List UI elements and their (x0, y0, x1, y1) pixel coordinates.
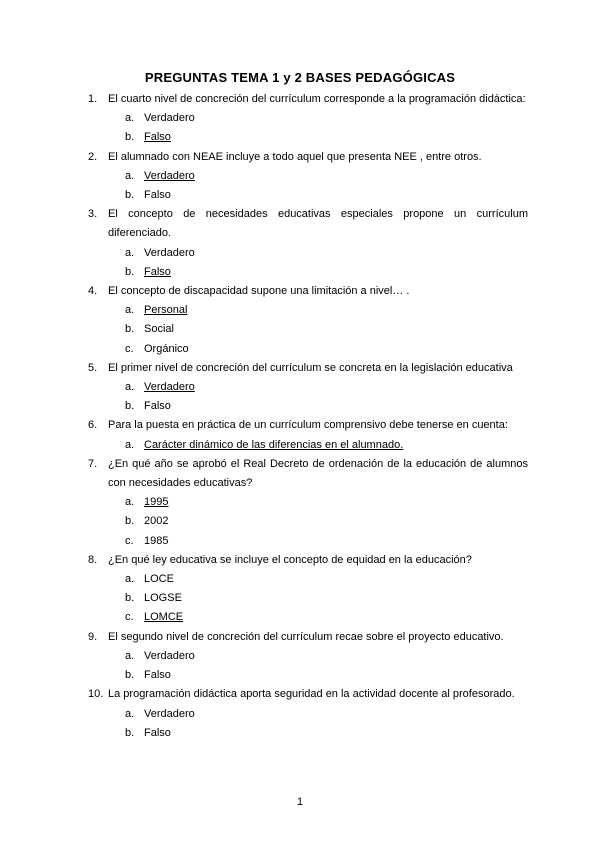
question-number: 2. (88, 150, 98, 163)
answer-option (125, 340, 528, 359)
question-item (88, 148, 528, 167)
option-letter: a. (125, 438, 135, 451)
option-text: Personal (144, 304, 188, 317)
answer-option-correct (125, 167, 528, 186)
option-letter: c. (125, 342, 134, 355)
option-text: Falso (144, 669, 171, 682)
option-text: Verdadero (144, 381, 195, 394)
answer-option-correct (125, 608, 528, 627)
option-letter: b. (125, 669, 135, 682)
question-number: 7. (88, 457, 98, 470)
option-letter: a. (125, 169, 135, 182)
option-letter: b. (125, 323, 135, 336)
question-number: 9. (88, 630, 98, 643)
question-item (88, 628, 528, 647)
question-list (88, 90, 528, 743)
question-number: 1. (88, 93, 98, 105)
option-text: Verdadero (144, 169, 195, 182)
option-text: Verdadero (144, 707, 195, 720)
question-text: El concepto de necesidades educativas especiales propone un currículum diferenciado. (108, 208, 528, 240)
question-item (88, 551, 528, 570)
answer-option-correct (125, 128, 528, 147)
option-text: LOMCE (144, 611, 184, 624)
page-title: PREGUNTAS TEMA 1 y 2 BASES PEDAGÓGICAS (144, 70, 456, 85)
question-number: 6. (88, 419, 98, 432)
question-number: 8. (88, 553, 98, 566)
question-item (88, 205, 528, 243)
option-text: Orgánico (144, 342, 189, 355)
option-letter: c. (125, 534, 134, 547)
answer-option-correct (125, 436, 528, 455)
option-letter: b. (125, 189, 135, 202)
option-letter: a. (125, 573, 135, 586)
option-letter: a. (125, 112, 135, 125)
option-text: Verdadero (144, 649, 195, 662)
option-text: Social (144, 323, 174, 336)
answer-option (125, 512, 528, 531)
question-item (88, 455, 528, 493)
answer-option (125, 532, 528, 551)
option-text: Falso (144, 726, 171, 739)
answer-option-correct (125, 263, 528, 282)
answer-option-correct (125, 301, 528, 320)
option-text: Carácter dinámico de las diferencias en el alumnado. (144, 438, 404, 451)
page-number: 1 (296, 796, 304, 808)
option-letter: a. (125, 649, 135, 662)
option-text: 1995 (144, 496, 169, 509)
question-text: ¿En qué año se aprobó el Real Decreto de ordenación de la educación de alumnos con necesidades educativas? (108, 457, 528, 490)
option-letter: a. (125, 381, 135, 394)
option-text: Falso (144, 131, 171, 144)
option-text: Falso (144, 265, 171, 278)
answer-option (125, 186, 528, 205)
answer-option (125, 244, 528, 263)
option-text: Falso (144, 189, 171, 202)
question-number: 5. (88, 361, 98, 374)
option-text: LOGSE (144, 592, 182, 605)
answer-option (125, 570, 528, 589)
option-letter: b. (125, 592, 135, 605)
option-letter: a. (125, 246, 135, 259)
answer-option (125, 724, 528, 743)
option-letter: c. (125, 611, 134, 624)
question-item (88, 282, 528, 301)
question-number: 10. (88, 688, 104, 701)
question-item (88, 359, 528, 378)
question-item (88, 416, 528, 435)
option-letter: b. (125, 400, 135, 413)
option-letter: b. (125, 515, 135, 528)
question-number: 3. (88, 208, 98, 221)
question-text: ¿En qué ley educativa se incluye el concepto de equidad en la educación? (108, 553, 472, 566)
answer-option (125, 666, 528, 685)
question-text: El segundo nivel de concreción del currículum recae sobre el proyecto educativo. (108, 630, 504, 643)
answer-option (125, 705, 528, 724)
option-text: 2002 (144, 515, 169, 528)
answer-option (125, 589, 528, 608)
option-letter: b. (125, 265, 135, 278)
option-letter: a. (125, 496, 135, 509)
option-text: LOCE (144, 573, 174, 586)
answer-option (125, 109, 528, 128)
option-text: Verdadero (144, 112, 195, 125)
question-text: El alumnado con NEAE incluye a todo aquel que presenta NEE , entre otros. (108, 150, 482, 163)
option-letter: b. (125, 131, 135, 144)
question-text: El concepto de discapacidad supone una limitación a nivel… . (108, 285, 410, 298)
question-text: El cuarto nivel de concreción del currículum corresponde a la programación didáctica: (108, 93, 526, 105)
question-item (88, 685, 528, 704)
answer-option-correct (125, 493, 528, 512)
option-letter: a. (125, 304, 135, 317)
question-text: El primer nivel de concreción del currículum se concreta en la legislación educativa (108, 361, 513, 374)
question-text: Para la puesta en práctica de un currículum comprensivo debe tenerse en cuenta: (108, 419, 508, 432)
option-text: Verdadero (144, 246, 195, 259)
option-letter: b. (125, 726, 135, 739)
answer-option (125, 647, 528, 666)
option-text: 1985 (144, 534, 169, 547)
option-letter: a. (125, 707, 135, 720)
question-text: La programación didáctica aporta seguridad en la actividad docente al profesorado. (108, 688, 515, 701)
answer-option (125, 397, 528, 416)
answer-option-correct (125, 378, 528, 397)
option-text: Falso (144, 400, 171, 413)
question-number: 4. (88, 285, 98, 298)
question-item (88, 90, 528, 109)
answer-option (125, 320, 528, 339)
